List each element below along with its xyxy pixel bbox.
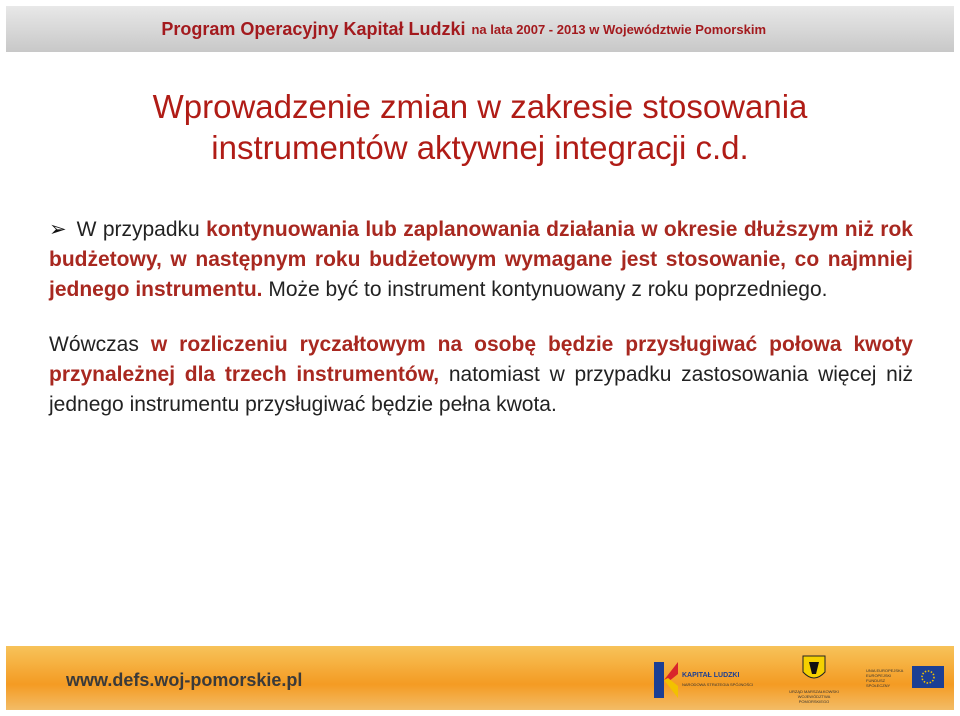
program-period: na lata 2007 - 2013 w Województwie Pomorskim <box>471 21 766 37</box>
slide-content <box>49 215 913 420</box>
eu-flag-icon <box>912 666 944 688</box>
pomorskie-logo <box>784 654 844 708</box>
arrow-bullet-icon: ➢ <box>49 218 67 241</box>
kl-title: KAPITAŁ LUDZKI <box>682 672 740 679</box>
p1-highlight: kontynuowania lub zaplanowania działania w okresie dłuższym niż rok budżetowy, w następnym roku budżetowym wymagane jest stosowanie, co najmniej jednego instrumentu. <box>49 218 913 301</box>
p1-text-1: W przypadku <box>76 218 207 241</box>
slide-title-line2: instrumentów aktywnej integracji c.d. <box>211 129 749 166</box>
pom-text: URZĄD MARSZAŁKOWSKI WOJEWÓDZTWA POMORSKIEGO <box>789 689 839 704</box>
kl-sub: NARODOWA STRATEGIA SPÓJNOŚCI <box>682 682 754 687</box>
kapital-ludzki-icon <box>650 660 680 700</box>
header-banner <box>6 6 954 52</box>
p2-highlight: w rozliczeniu ryczałtowym na osobę będzie przysługiwać połowa kwoty przynależnej dla trzech instrumentów, <box>49 333 913 386</box>
footer-url[interactable]: www.defs.woj-pomorskie.pl <box>66 670 303 690</box>
program-name: Program Operacyjny Kapitał Ludzki <box>161 18 466 39</box>
griffin-crest-icon <box>801 654 827 684</box>
slide-title-line1: Wprowadzenie zmian w zakresie stosowania <box>152 88 808 125</box>
eu-logo <box>866 662 946 696</box>
p2-text-2: natomiast w przypadku zastosowania więcej niż jednego instrumentu przysługiwać będzie pełna kwota. <box>49 363 913 416</box>
p2-text-1: Wówczas <box>49 333 151 356</box>
slide-title <box>40 86 920 168</box>
paragraph-1 <box>49 215 913 305</box>
eu-text: UNIA EUROPEJSKA EUROPEJSKI FUNDUSZ SPOŁECZNY <box>866 668 904 688</box>
footer-bar <box>6 646 954 710</box>
p1-text-2: Może być to instrument kontynuowany z roku poprzedniego. <box>262 278 828 301</box>
paragraph-2 <box>49 330 913 420</box>
kapital-ludzki-logo <box>650 660 760 700</box>
